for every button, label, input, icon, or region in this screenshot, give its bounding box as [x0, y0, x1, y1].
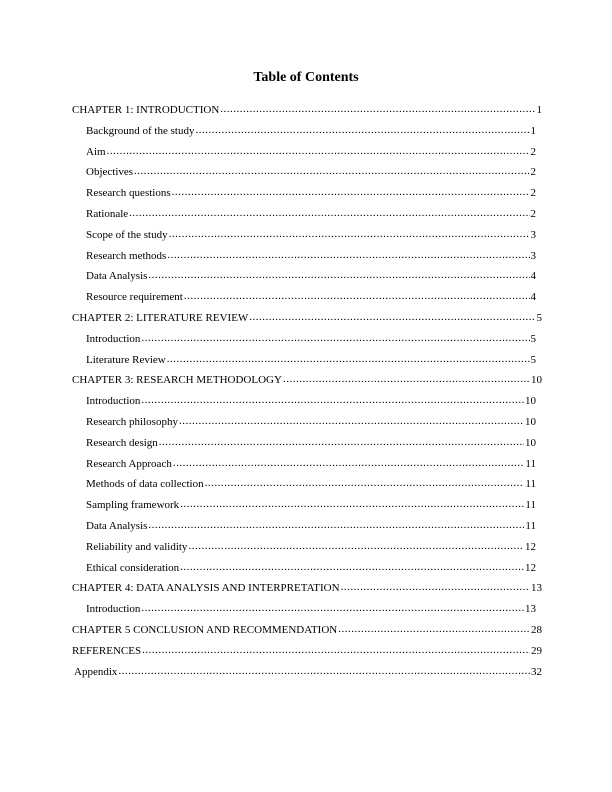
toc-dot-leader: [141, 599, 524, 619]
toc-page-number: 3: [530, 249, 536, 262]
toc-entry-label: CHAPTER 2: LITERATURE REVIEW: [72, 311, 249, 324]
toc-dot-leader: [134, 162, 529, 182]
table-of-contents: [72, 100, 542, 682]
toc-dot-leader: [341, 578, 530, 598]
toc-page-number: 29: [531, 644, 542, 657]
toc-page-number: 28: [531, 623, 542, 636]
toc-entry-label: Research design: [86, 436, 158, 449]
toc-dot-leader: [169, 225, 530, 245]
toc-dot-leader: [148, 266, 529, 286]
toc-section-entry[interactable]: [72, 266, 536, 287]
toc-dot-leader: [141, 329, 529, 349]
toc-dot-leader: [141, 391, 524, 411]
toc-chapter-entry[interactable]: [72, 100, 542, 121]
toc-section-entry[interactable]: [72, 350, 536, 371]
toc-entry-label: Introduction: [86, 332, 141, 345]
toc-dot-leader: [118, 662, 530, 682]
toc-section-entry[interactable]: [72, 537, 536, 558]
toc-section-entry[interactable]: [72, 329, 536, 350]
toc-chapter-entry[interactable]: [72, 620, 542, 641]
toc-dot-leader: [249, 308, 535, 328]
toc-page-number: 12: [525, 561, 536, 574]
toc-page-number: 3: [530, 228, 536, 241]
toc-page-number: 10: [531, 374, 542, 387]
toc-chapter-entry[interactable]: [72, 662, 542, 683]
toc-page-number: 11: [525, 519, 536, 532]
toc-section-entry[interactable]: [72, 204, 536, 225]
toc-page-number: 2: [530, 207, 536, 220]
toc-chapter-entry[interactable]: [72, 641, 542, 662]
toc-page-number: 32: [531, 665, 542, 678]
toc-dot-leader: [220, 100, 535, 120]
toc-section-entry[interactable]: [72, 142, 536, 163]
toc-entry-label: Research philosophy: [86, 415, 178, 428]
toc-page-number: 10: [525, 395, 536, 408]
toc-section-entry[interactable]: [72, 391, 536, 412]
toc-entry-label: CHAPTER 5 CONCLUSION AND RECOMMENDATION: [72, 623, 338, 636]
page-title: Table of Contents: [253, 70, 359, 85]
toc-dot-leader: [173, 454, 525, 474]
toc-dot-leader: [167, 246, 529, 266]
toc-page-number: 13: [525, 603, 536, 616]
toc-entry-label: REFERENCES: [72, 644, 142, 657]
toc-entry-label: Literature Review: [86, 353, 166, 366]
toc-page-number: 2: [530, 187, 536, 200]
toc-dot-leader: [148, 516, 524, 536]
toc-page-number: 11: [525, 478, 536, 491]
toc-dot-leader: [180, 495, 524, 515]
toc-section-entry[interactable]: [72, 495, 536, 516]
toc-page-number: 5: [536, 311, 542, 324]
toc-dot-leader: [129, 204, 529, 224]
toc-entry-label: CHAPTER 3: RESEARCH METHODOLOGY: [72, 374, 282, 387]
toc-entry-label: Research Approach: [86, 457, 172, 470]
toc-section-entry[interactable]: [72, 121, 536, 142]
toc-page-number: 11: [525, 499, 536, 512]
toc-chapter-entry[interactable]: [72, 578, 542, 599]
toc-entry-label: Rationale: [86, 207, 129, 220]
toc-dot-leader: [172, 183, 530, 203]
toc-page-number: 10: [525, 436, 536, 449]
toc-dot-leader: [142, 641, 530, 661]
toc-page-number: 12: [525, 540, 536, 553]
toc-page-number: 2: [530, 145, 536, 158]
toc-entry-label: CHAPTER 4: DATA ANALYSIS AND INTERPRETATION: [72, 582, 340, 595]
toc-entry-label: CHAPTER 1: INTRODUCTION: [72, 104, 220, 116]
toc-section-entry[interactable]: [72, 183, 536, 204]
toc-dot-leader: [188, 537, 524, 557]
toc-entry-label: Ethical consideration: [86, 561, 180, 574]
toc-entry-label: Introduction: [86, 603, 141, 616]
toc-entry-label: Data Analysis: [86, 270, 148, 283]
toc-entry-label: Research methods: [86, 249, 167, 262]
toc-entry-label: Data Analysis: [86, 519, 148, 532]
toc-section-entry[interactable]: [72, 162, 536, 183]
toc-chapter-entry[interactable]: [72, 370, 542, 391]
toc-entry-label: Background of the study: [86, 124, 195, 137]
toc-dot-leader: [159, 433, 524, 453]
toc-chapter-entry[interactable]: [72, 308, 542, 329]
toc-section-entry[interactable]: [72, 599, 536, 620]
toc-page-number: 1: [530, 124, 536, 137]
toc-entry-label: Research questions: [86, 187, 171, 200]
toc-page-number: 5: [530, 332, 536, 345]
toc-dot-leader: [179, 412, 524, 432]
toc-section-entry[interactable]: [72, 474, 536, 495]
toc-entry-label: Reliability and validity: [86, 540, 188, 553]
toc-page-number: 10: [525, 415, 536, 428]
toc-page-number: 11: [525, 457, 536, 470]
toc-page-number: 4: [530, 270, 536, 283]
toc-dot-leader: [107, 142, 530, 162]
toc-section-entry[interactable]: [72, 454, 536, 475]
toc-page-number: 2: [530, 166, 536, 179]
toc-dot-leader: [180, 558, 524, 578]
toc-section-entry[interactable]: [72, 412, 536, 433]
toc-section-entry[interactable]: [72, 433, 536, 454]
toc-page-number: 5: [530, 353, 536, 366]
toc-entry-label: Sampling framework: [86, 499, 180, 512]
toc-section-entry[interactable]: [72, 558, 536, 579]
toc-section-entry[interactable]: [72, 225, 536, 246]
toc-dot-leader: [338, 620, 530, 640]
toc-page-number: 13: [531, 582, 542, 595]
toc-dot-leader: [167, 350, 530, 370]
toc-entry-label: Introduction: [86, 395, 141, 408]
toc-dot-leader: [283, 370, 530, 390]
toc-section-entry[interactable]: [72, 287, 536, 308]
toc-dot-leader: [205, 474, 525, 494]
toc-entry-label: Objectives: [86, 166, 134, 179]
toc-page-number: 4: [530, 291, 536, 304]
toc-entry-label: Scope of the study: [86, 228, 168, 241]
toc-section-entry[interactable]: [72, 246, 536, 267]
toc-entry-label: Resource requirement: [86, 291, 183, 304]
toc-dot-leader: [195, 121, 529, 141]
toc-page-number: 1: [536, 104, 542, 116]
toc-entry-label: Appendix: [74, 665, 118, 678]
toc-section-entry[interactable]: [72, 516, 536, 537]
toc-entry-label: Aim: [86, 145, 106, 158]
toc-dot-leader: [184, 287, 530, 307]
toc-entry-label: Methods of data collection: [86, 478, 204, 491]
